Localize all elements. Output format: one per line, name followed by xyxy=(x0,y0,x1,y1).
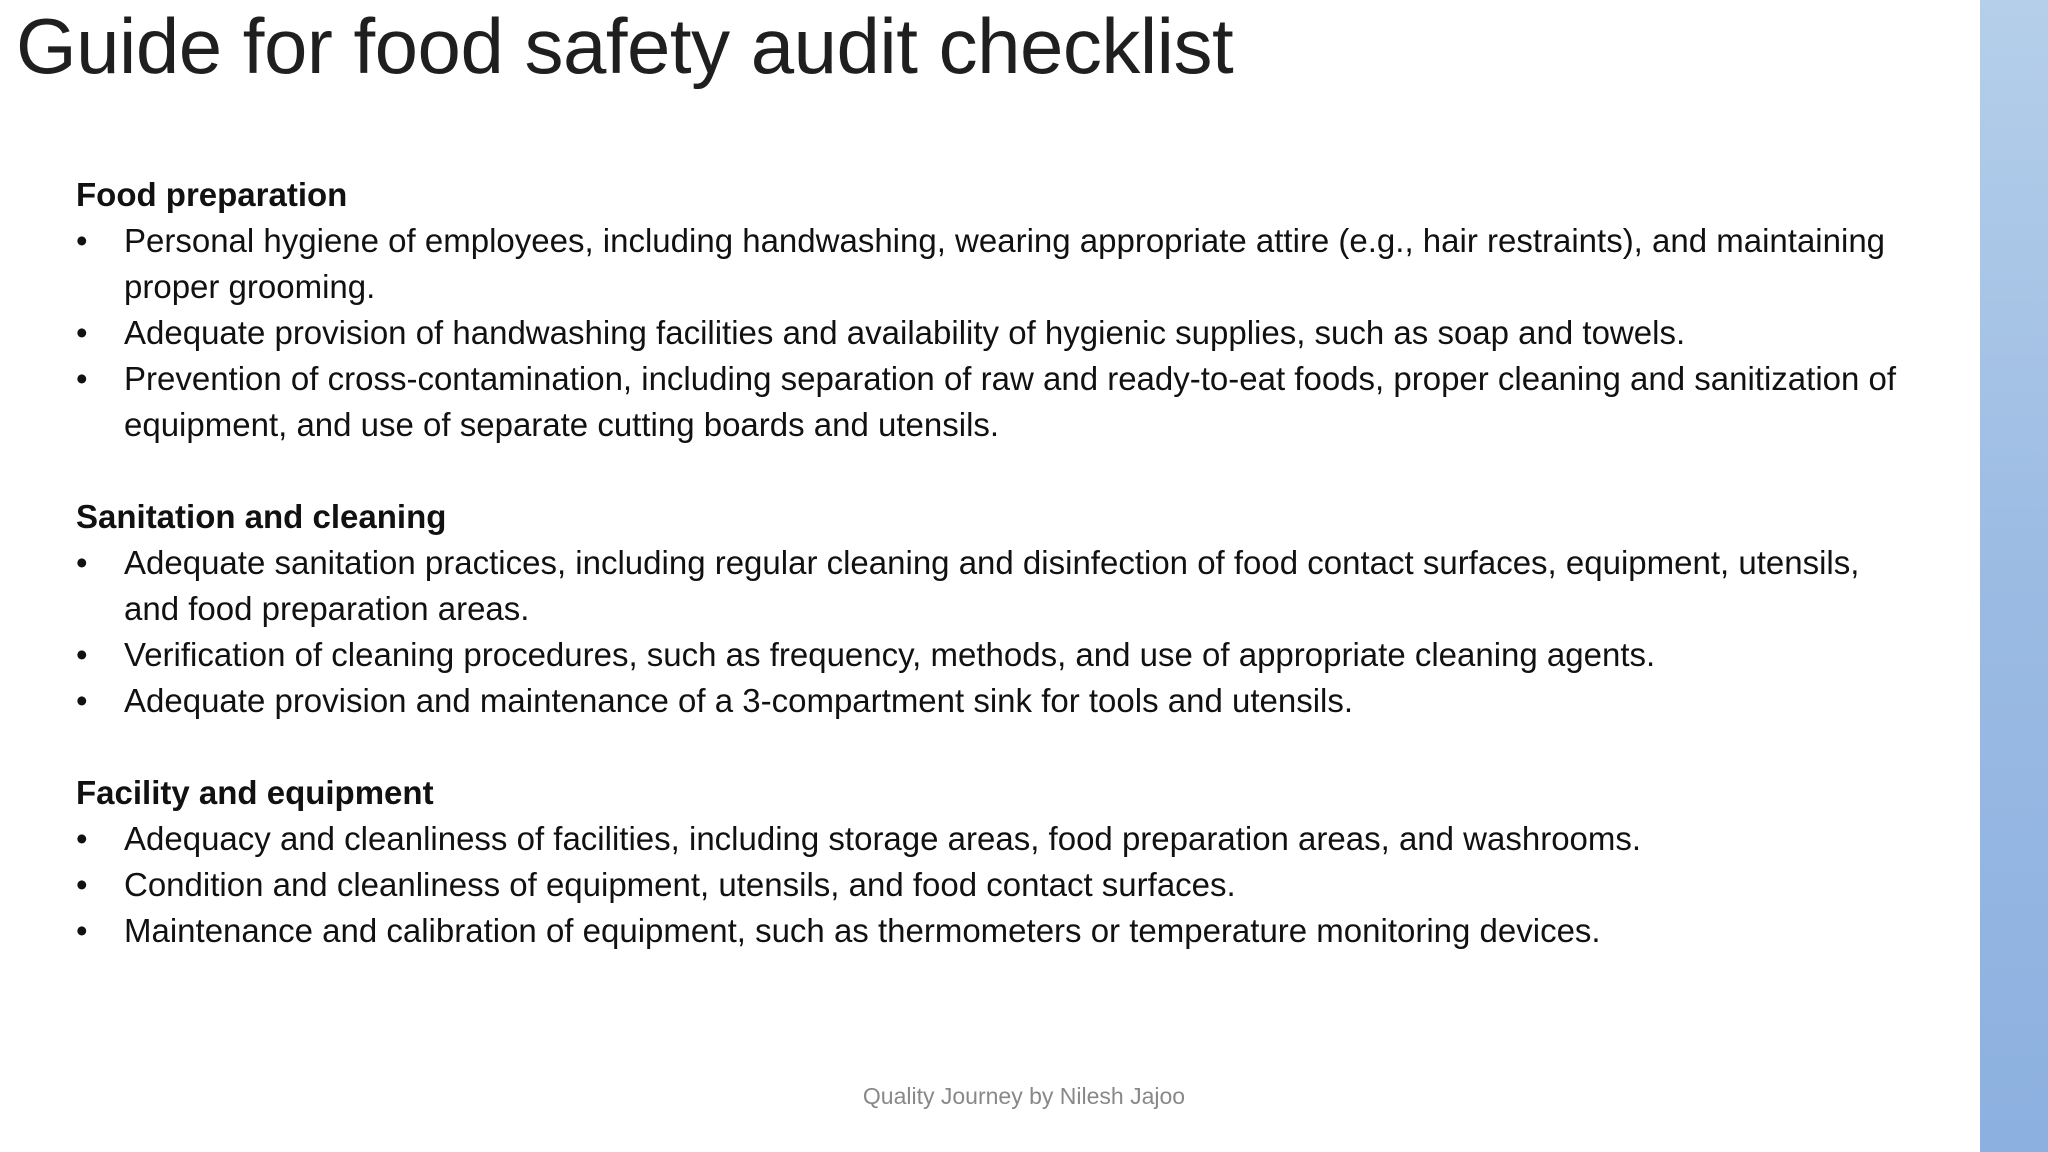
list-item-text: Verification of cleaning procedures, such as frequency, methods, and use of appropriate cleaning agents. xyxy=(124,636,1656,673)
list-item-text: Adequate provision and maintenance of a 3-compartment sink for tools and utensils. xyxy=(124,682,1354,719)
section-heading: Food preparation xyxy=(76,176,348,213)
list-item-text: Personal hygiene of employees, including handwashing, wearing appropriate attire (e.g., hair restraints), and maintaining proper grooming. xyxy=(124,222,1886,305)
bullet-icon: • xyxy=(76,866,88,903)
bullet-icon: • xyxy=(76,912,88,949)
list-item xyxy=(76,816,1906,862)
bullet-icon: • xyxy=(76,314,88,351)
list-item xyxy=(76,632,1906,678)
list-item-text: Condition and cleanliness of equipment, utensils, and food contact surfaces. xyxy=(124,866,1236,903)
bullet-icon: • xyxy=(76,820,88,857)
list-item-text: Prevention of cross-contamination, including separation of raw and ready-to-eat foods, proper cleaning and sanitization of equipment, and use of separate cutting boards and utensils. xyxy=(124,360,1897,443)
bullet-icon: • xyxy=(76,682,88,719)
section-heading: Sanitation and cleaning xyxy=(76,498,447,535)
slide-content xyxy=(76,172,1906,1000)
list-item xyxy=(76,310,1906,356)
slide-title: Guide for food safety audit checklist xyxy=(16,2,1234,90)
list-item xyxy=(76,908,1906,954)
side-accent-bar xyxy=(1980,0,2048,1152)
bullet-list xyxy=(76,816,1906,954)
list-item xyxy=(76,678,1906,724)
bullet-icon: • xyxy=(76,636,88,673)
list-item-text: Adequate sanitation practices, including regular cleaning and disinfection of food contact surfaces, equipment, utensils, and food preparation areas. xyxy=(124,544,1860,627)
list-item-text: Maintenance and calibration of equipment, such as thermometers or temperature monitoring devices. xyxy=(124,912,1601,949)
bullet-list xyxy=(76,218,1906,448)
bullet-list xyxy=(76,540,1906,724)
list-item-text: Adequacy and cleanliness of facilities, including storage areas, food preparation areas, and washrooms. xyxy=(124,820,1642,857)
list-item xyxy=(76,862,1906,908)
list-item xyxy=(76,356,1906,448)
slide-footer: Quality Journey by Nilesh Jajoo xyxy=(862,1083,1186,1109)
bullet-icon: • xyxy=(76,222,88,259)
list-item-text: Adequate provision of handwashing facilities and availability of hygienic supplies, such as soap and towels. xyxy=(124,314,1686,351)
list-item xyxy=(76,540,1906,632)
section-food-preparation xyxy=(76,172,1906,448)
bullet-icon: • xyxy=(76,544,88,581)
list-item xyxy=(76,218,1906,310)
bullet-icon: • xyxy=(76,360,88,397)
section-sanitation-cleaning xyxy=(76,494,1906,724)
section-heading: Facility and equipment xyxy=(76,774,434,811)
section-facility-equipment xyxy=(76,770,1906,954)
